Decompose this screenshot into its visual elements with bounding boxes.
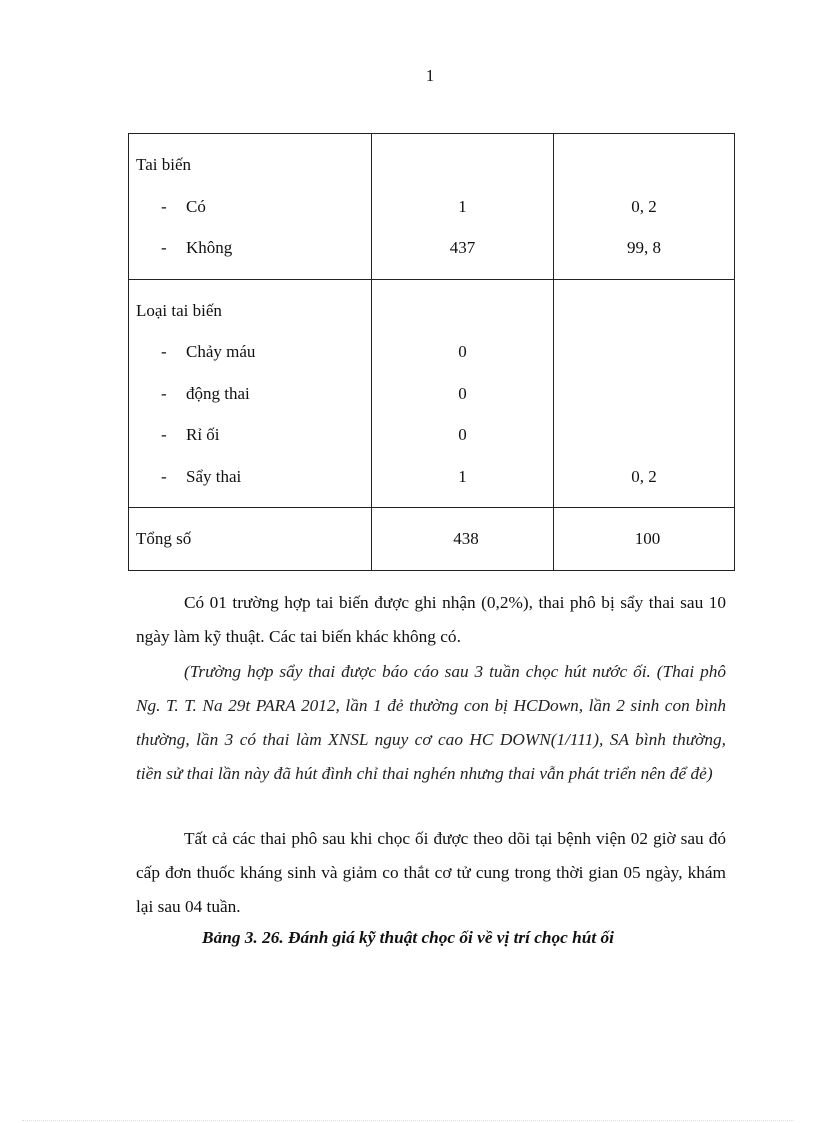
table-cell-count — [372, 134, 554, 280]
table-cell-label — [129, 134, 372, 280]
table-row-total — [129, 508, 735, 571]
row-percent — [554, 373, 734, 415]
row-percent — [554, 414, 734, 456]
row-label: - Rỉ ối — [161, 425, 220, 444]
row-count: 0 — [458, 383, 467, 403]
table-cell-percent — [554, 134, 735, 280]
group-heading: Loại tai biến — [136, 300, 222, 320]
table-cell-label — [129, 279, 372, 508]
table-cell-percent — [554, 508, 735, 571]
row-percent — [554, 331, 734, 373]
row-count: 1 — [458, 196, 467, 216]
row-label: - Sẩy thai — [161, 466, 242, 486]
footer-rule — [22, 1120, 794, 1121]
row-percent: 99, 8 — [627, 238, 661, 257]
row-count: 0 — [458, 342, 467, 361]
row-percent: 0, 2 — [631, 196, 657, 216]
total-count: 438 — [453, 529, 479, 548]
table-cell-percent — [554, 279, 735, 508]
page-number: 1 — [425, 66, 435, 85]
paragraph-follow-up: Tất cả các thai phô sau khi chọc ối được theo dõi tại bệnh viện 02 giờ sau đó cấp đơn thuốc kháng sinh và giảm co thắt cơ tử cung trong thời gian 05 ngày, khám lại sau 04 tuần. — [136, 829, 726, 916]
table-cell-count — [372, 279, 554, 508]
row-label: - động thai — [161, 383, 250, 403]
row-count: 1 — [458, 466, 467, 486]
total-percent: 100 — [634, 529, 661, 548]
row-label: - Chảy máu — [161, 342, 256, 361]
table-cell-count — [372, 508, 554, 571]
row-count: 0 — [458, 425, 467, 444]
row-count: 437 — [449, 238, 476, 257]
complications-table — [128, 133, 735, 571]
paragraph-case-note: (Trường hợp sẩy thai được báo cáo sau 3 tuần chọc hút nước ối. (Thai phô Ng. T. T. Na 29t PARA 2012, lần 1 đẻ thường con bị HCDown, lần 2 sinh con bình thường, lần 3 có thai làm XNSL nguy cơ cao HC DOWN(1/111), SA bình thường, tiền sử thai lần này đã hút đình chỉ thai nghén nhưng thai vẫn phát triển nên để đẻ) — [136, 662, 726, 783]
paragraph-complication-summary: Có 01 trường hợp tai biến được ghi nhận (0,2%), thai phô bị sẩy thai sau 10 ngày làm kỹ thuật. Các tai biến khác không có. — [136, 593, 726, 646]
total-label: Tổng số — [136, 529, 192, 548]
table-caption: Bảng 3. 26. Đánh giá kỹ thuật chọc ối về vị trí chọc hút ối — [202, 928, 614, 947]
row-label: - Có — [161, 196, 206, 216]
row-percent: 0, 2 — [631, 466, 657, 486]
group-heading: Tai biến — [136, 155, 191, 174]
row-label: - Không — [161, 238, 233, 257]
table-group-complications — [129, 134, 735, 280]
table-group-complication-types — [129, 279, 735, 508]
table-cell-label — [129, 508, 372, 571]
